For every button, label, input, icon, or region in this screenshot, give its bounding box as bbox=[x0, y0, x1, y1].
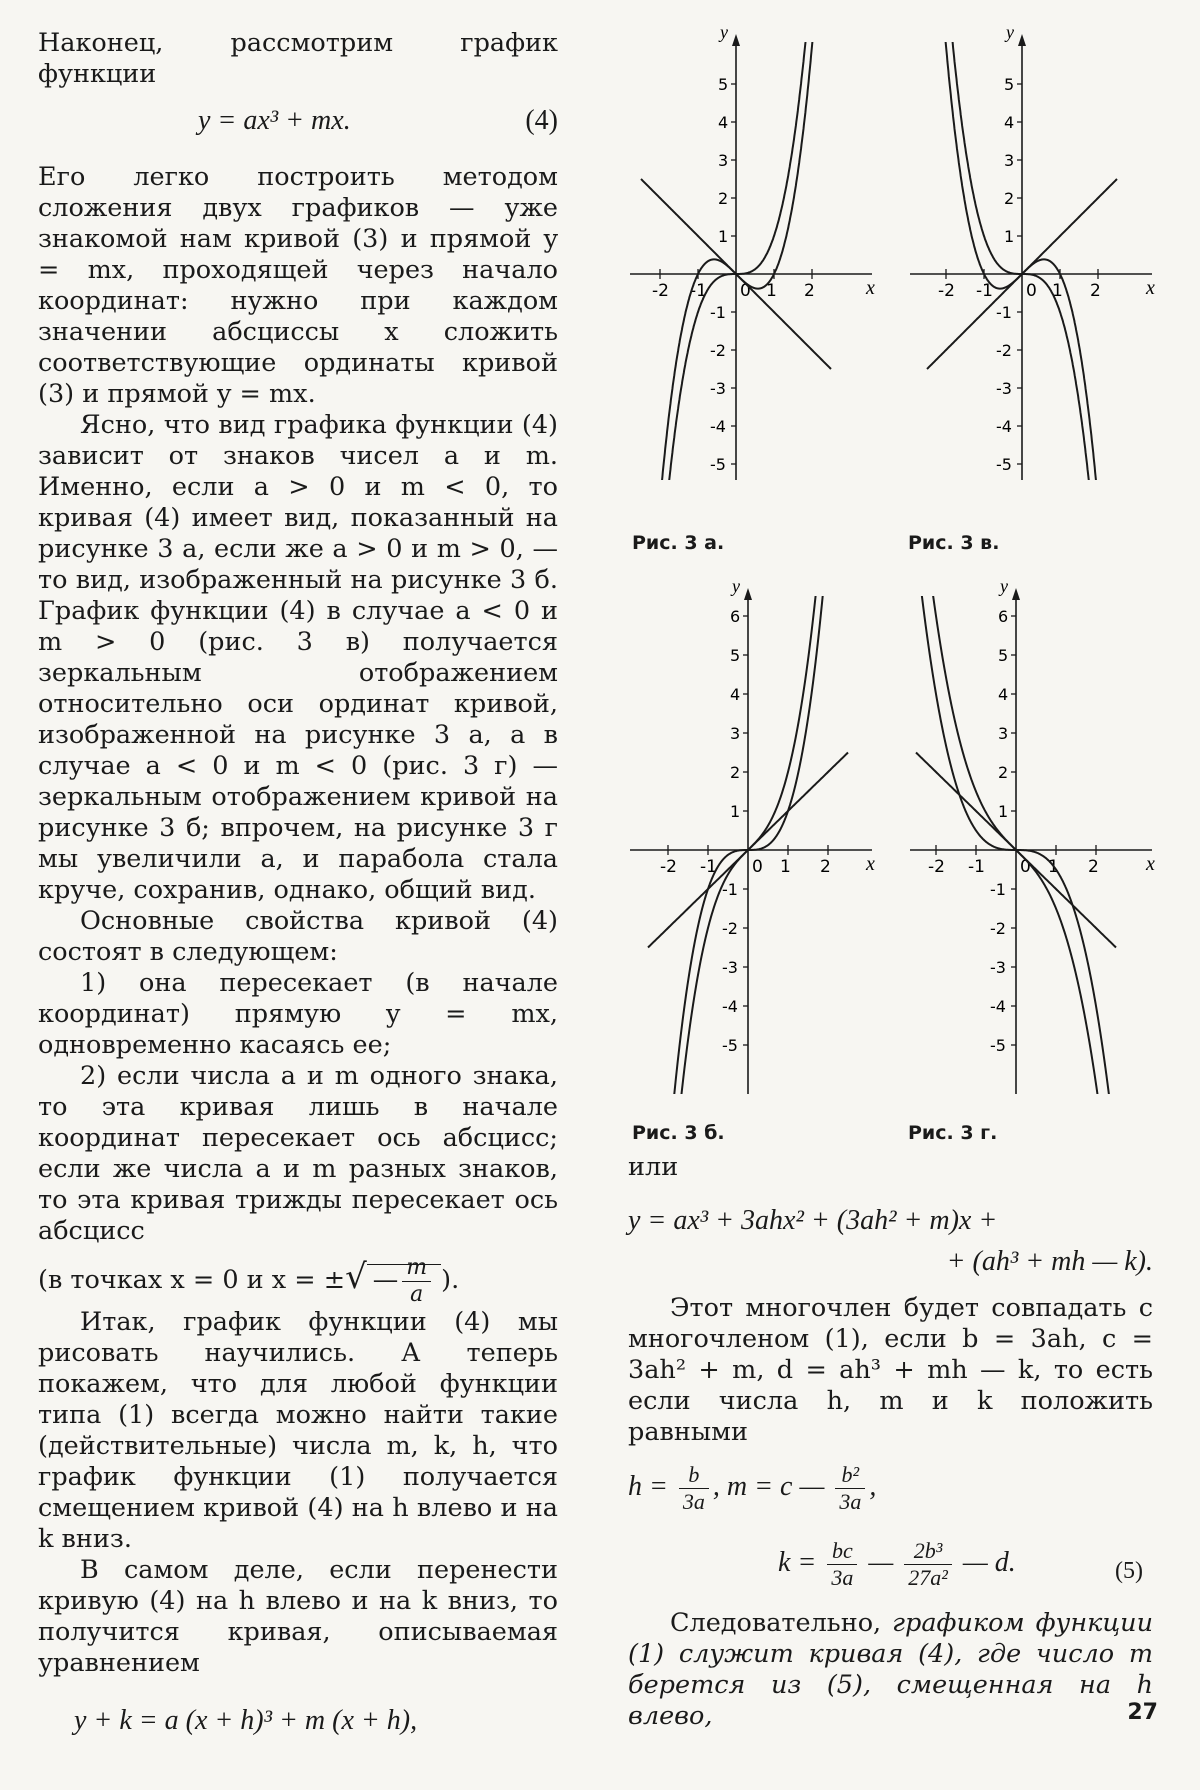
left-column bbox=[38, 28, 558, 1736]
k-tail: — d. bbox=[962, 1546, 1016, 1578]
y-tick-label: -2 bbox=[710, 341, 726, 360]
expanded-polynomial-line1: y = ax³ + 3ahx² + (3ah² + m)x + bbox=[628, 1205, 998, 1236]
x-tick-label: 2 bbox=[820, 857, 831, 877]
intro-text: Наконец, рассмотрим график функции bbox=[38, 28, 558, 89]
figure-3a-caption: Рис. 3 а. bbox=[632, 532, 725, 554]
right-column bbox=[628, 1152, 1153, 1732]
y-tick-label: -1 bbox=[722, 880, 738, 899]
roots-fraction: $\frac{m}{a}$ bbox=[402, 1255, 431, 1308]
paragraph: В самом деле, если перенести кривую (4) на h влево и на k вниз, то получится кривая, описываемая уравнением bbox=[38, 1555, 558, 1678]
paragraph: Этот многочлен будет совпадать с многочленом (1), если b = 3ah, c = 3ah² + m, d = ah³ + mh — k, то есть если числа h, m и k положить равными bbox=[628, 1293, 1153, 1447]
y-tick-label: -2 bbox=[722, 919, 738, 938]
y-tick-label: 4 bbox=[730, 685, 741, 704]
x-tick-label: -2 bbox=[938, 281, 955, 301]
y-tick-label: 6 bbox=[730, 607, 741, 626]
y-tick-label: -4 bbox=[722, 997, 738, 1016]
y-tick-label: -1 bbox=[996, 303, 1012, 322]
k-fraction-1: $\frac{bc}{3a}$ bbox=[827, 1538, 857, 1591]
y-axis-arrow bbox=[1012, 588, 1020, 600]
figure-3g-plot bbox=[910, 578, 1160, 1098]
y-tick-label: 1 bbox=[998, 802, 1009, 821]
y-axis-label: y bbox=[1000, 578, 1008, 596]
y-tick-label: -3 bbox=[710, 379, 726, 398]
ili-text: или bbox=[628, 1152, 679, 1182]
y-tick-label: 5 bbox=[718, 75, 729, 94]
figure-3b-plot bbox=[630, 578, 880, 1098]
x-tick-label: -1 bbox=[968, 857, 985, 877]
paragraph: Итак, график функции (4) мы рисовать научились. А теперь покажем, что для любой функции типа (1) всегда можно найти такие (действительные) числа m, k, h, что график функции (1) получается смещением кривой (4) на h влево и на k вниз. bbox=[38, 1307, 558, 1554]
y-tick-label: 5 bbox=[730, 646, 741, 665]
y-tick-label: -5 bbox=[990, 1036, 1006, 1055]
x-tick-label: 2 bbox=[1088, 857, 1099, 877]
y-tick-label: -4 bbox=[710, 417, 726, 436]
h-fraction: $\frac{b}{3a}$ bbox=[679, 1462, 709, 1515]
x-tick-label: 0 bbox=[1026, 281, 1037, 301]
k-fraction-2: $\frac{\text{2b³}}{\text{27a²}}$ bbox=[904, 1538, 952, 1591]
formula-5-number: (5) bbox=[1115, 1558, 1143, 1584]
y-axis-arrow bbox=[744, 588, 752, 600]
x-tick-label: 2 bbox=[1090, 281, 1101, 301]
k-formula bbox=[628, 1538, 1153, 1608]
paragraph: Основные свойства кривой (4) состоят в следующем: bbox=[38, 906, 558, 967]
k-minus: — bbox=[868, 1546, 894, 1578]
conclusion-paragraph: Следовательно, графиком функции (1) служит кривая (4), где число m берется из (5), смещенная на h влево, bbox=[628, 1608, 1153, 1731]
figure-3v-caption: Рис. 3 в. bbox=[908, 532, 1000, 554]
y-axis-label: y bbox=[720, 24, 728, 42]
y-tick-label: 2 bbox=[730, 763, 741, 782]
formula-4 bbox=[38, 90, 558, 152]
y-tick-label: 2 bbox=[998, 763, 1009, 782]
y-tick-label: -5 bbox=[722, 1036, 738, 1055]
figure-3a-plot bbox=[630, 24, 880, 484]
y-tick-label: 4 bbox=[718, 113, 729, 132]
y-tick-label: -3 bbox=[722, 958, 738, 977]
x-tick-label: -1 bbox=[976, 281, 993, 301]
x-tick-label: 1 bbox=[1052, 281, 1063, 301]
figure-3g-caption: Рис. 3 г. bbox=[908, 1122, 998, 1144]
y-tick-label: -1 bbox=[990, 880, 1006, 899]
y-axis-arrow bbox=[1018, 34, 1026, 46]
paragraph: Ясно, что вид графика функции (4) зависит от знаков чисел a и m. Именно, если a > 0 и m < 0, то кривая (4) имеет вид, показанный на рисунке 3 а, если же a > 0 и m > 0, — то вид, изображенный на рисунке 3 б. График функции (4) в случае a < 0 и m > 0 (рис. 3 в) получается зеркальным отображением относительно оси ординат кривой, изображенной на рисунке 3 а, а в случае a < 0 и m < 0 (рис. 3 г) — зеркальным отображением кривой на рисунке 3 б; впрочем, на рисунке 3 г мы увеличили a, и парабола стала круче, сохранив, однако, общий вид. bbox=[38, 410, 558, 905]
figure-3v bbox=[910, 24, 1160, 484]
x-tick-label: 0 bbox=[752, 857, 763, 877]
m-tail: , bbox=[869, 1470, 877, 1502]
y-tick-label: -4 bbox=[996, 417, 1012, 436]
y-tick-label: 3 bbox=[730, 724, 741, 743]
h-m-formulas bbox=[628, 1462, 1153, 1526]
x-axis-label: x bbox=[1146, 277, 1155, 299]
y-tick-label: 4 bbox=[1004, 113, 1015, 132]
y-axis-label: y bbox=[1006, 24, 1014, 42]
x-tick-label: -2 bbox=[660, 857, 677, 877]
y-tick-label: 5 bbox=[1004, 75, 1015, 94]
roots-formula: (в точках x = 0 и x = ±√ — $\frac{m}{a}$ ). bbox=[38, 1254, 460, 1307]
y-tick-label: 2 bbox=[718, 189, 729, 208]
paragraph: 1) она пересекает (в начале координат) прямую y = mx, одновременно касаясь ее; bbox=[38, 968, 558, 1060]
x-tick-label: 0 bbox=[740, 281, 751, 301]
m-lhs: , m = c — bbox=[712, 1470, 825, 1502]
x-axis-label: x bbox=[866, 853, 875, 875]
y-tick-label: 3 bbox=[1004, 151, 1015, 170]
page-number: 27 bbox=[1127, 1700, 1158, 1725]
y-tick-label: 1 bbox=[730, 802, 741, 821]
y-tick-label: 2 bbox=[1004, 189, 1015, 208]
x-axis-label: x bbox=[866, 277, 875, 299]
y-axis-label: y bbox=[732, 578, 740, 596]
y-tick-label: -3 bbox=[990, 958, 1006, 977]
figure-3b bbox=[630, 578, 880, 1098]
x-axis-label: x bbox=[1146, 853, 1155, 875]
roots-suffix: ). bbox=[441, 1265, 460, 1295]
y-tick-label: -1 bbox=[710, 303, 726, 322]
expanded-polynomial-line2: + (ah³ + mh — k). bbox=[946, 1246, 1153, 1277]
formula-4-body: y = ax³ + mx. bbox=[198, 105, 351, 136]
paragraph: Его легко построить методом сложения двух графиков — уже знакомой нам кривой (3) и прямой y = mx, проходящей через начало координат: нужно при каждом значении абсциссы x сложить соответствующие ординаты кривой (3) и прямой y = mx. bbox=[38, 162, 558, 409]
y-tick-label: -2 bbox=[996, 341, 1012, 360]
x-tick-label: 0 bbox=[1020, 857, 1031, 877]
x-tick-label: 1 bbox=[766, 281, 777, 301]
x-tick-label: -2 bbox=[652, 281, 669, 301]
y-tick-label: -3 bbox=[996, 379, 1012, 398]
y-tick-label: 6 bbox=[998, 607, 1009, 626]
formula-4-number: (4) bbox=[525, 105, 558, 136]
roots-prefix: (в точках x = 0 и x = ± bbox=[38, 1265, 346, 1295]
x-tick-label: -2 bbox=[928, 857, 945, 877]
h-lhs: h = bbox=[628, 1470, 668, 1502]
paragraph: 2) если числа a и m одного знака, то эта кривая лишь в начале координат пересекает ось абсцисс; если же числа a и m разных знаков, то эта кривая трижды пересекает ось абсцисс bbox=[38, 1061, 558, 1246]
y-tick-label: -5 bbox=[710, 455, 726, 474]
x-tick-label: 1 bbox=[780, 857, 791, 877]
y-tick-label: 1 bbox=[1004, 227, 1015, 246]
sqrt-symbol: √ bbox=[345, 1257, 367, 1297]
m-fraction: $\frac{\text{b²}}{3a}$ bbox=[835, 1462, 865, 1515]
y-tick-label: -2 bbox=[990, 919, 1006, 938]
y-tick-label: -5 bbox=[996, 455, 1012, 474]
x-tick-label: 1 bbox=[1048, 857, 1059, 877]
figure-3b-caption: Рис. 3 б. bbox=[632, 1122, 725, 1144]
figure-3a bbox=[630, 24, 880, 484]
y-tick-label: 3 bbox=[998, 724, 1009, 743]
x-tick-label: -1 bbox=[700, 857, 717, 877]
y-tick-label: -4 bbox=[990, 997, 1006, 1016]
k-lhs: k = bbox=[778, 1546, 817, 1578]
formula-shift: y + k = a (x + h)³ + m (x + h), bbox=[74, 1705, 418, 1736]
y-tick-label: 3 bbox=[718, 151, 729, 170]
y-tick-label: 5 bbox=[998, 646, 1009, 665]
y-tick-label: 4 bbox=[998, 685, 1009, 704]
figure-3v-plot bbox=[910, 24, 1160, 484]
y-axis-arrow bbox=[732, 34, 740, 46]
figure-3g bbox=[910, 578, 1160, 1098]
y-tick-label: 1 bbox=[718, 227, 729, 246]
x-tick-label: 2 bbox=[804, 281, 815, 301]
x-tick-label: -1 bbox=[690, 281, 707, 301]
